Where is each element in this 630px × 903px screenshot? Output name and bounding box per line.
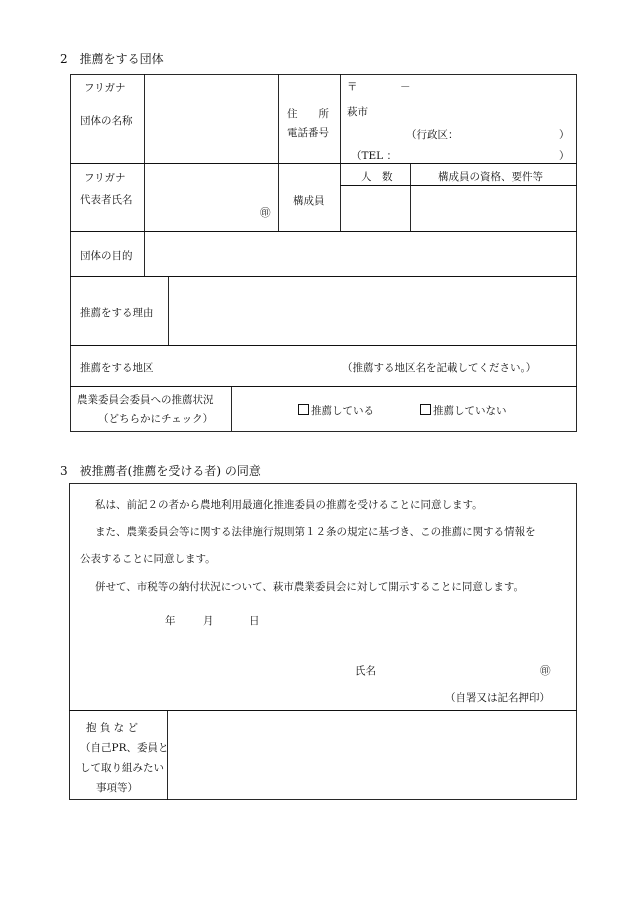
tel-label: （TEL ：: [351, 150, 397, 162]
postal-dash: －: [400, 81, 411, 93]
rep-furigana-label: フリガナ: [84, 172, 126, 184]
members-label: 構成員: [293, 195, 325, 207]
area-note: （推薦する地区名を記載してください。）: [342, 362, 537, 374]
admin-district-label: （行政区：: [406, 129, 459, 141]
org-furigana-label: フリガナ: [84, 82, 126, 94]
checkbox-recommended[interactable]: [298, 404, 309, 415]
admin-district-close: ）: [559, 129, 570, 141]
aspiration-label-line2: （自己PR、委員と: [80, 742, 169, 754]
address-label: 住 所: [287, 108, 329, 120]
member-count-header: 人 数: [361, 171, 393, 183]
rep-name-label: 代表者氏名: [80, 194, 133, 206]
aspiration-label-line1: 抱 負 な ど: [86, 722, 139, 734]
area-label: 推薦をする地区: [80, 362, 154, 374]
phone-label: 電話番号: [287, 127, 329, 139]
checkbox-not-recommended[interactable]: [420, 404, 431, 415]
section3-heading: 3 被推薦者(推薦を受ける者) の同意: [60, 464, 261, 478]
consent-para1: 私は、前記２の者から農地利用最適化推進委員の推薦を受けることに同意します。: [95, 499, 483, 511]
date-month-label: 月: [203, 615, 214, 627]
option-recommended[interactable]: [298, 403, 374, 418]
option-not-recommended-label: 推薦していない: [433, 405, 507, 417]
option-recommended-label: 推薦している: [311, 405, 374, 417]
purpose-label: 団体の目的: [80, 250, 133, 262]
signature-note: （自署又は記名押印）: [445, 692, 550, 704]
aspiration-label-line3: して取り組みたい: [80, 762, 164, 774]
rep-seal-mark: ㊞: [260, 207, 271, 219]
org-name-label: 団体の名称: [80, 115, 133, 127]
signer-name-label: 氏名: [355, 665, 376, 677]
date-year-label: 年: [165, 615, 176, 627]
city-name: 萩市: [347, 106, 368, 118]
consent-para2b: 公表することに同意します。: [80, 553, 216, 565]
aspiration-label-line4: 事項等）: [96, 782, 138, 794]
option-not-recommended[interactable]: [420, 403, 507, 418]
status-label: 農業委員会委員への推薦状況: [77, 394, 214, 406]
signer-seal-mark: ㊞: [540, 665, 551, 677]
section2-heading: 2 推薦をする団体: [60, 52, 164, 66]
consent-para3: 併せて、市税等の納付状況について、萩市農業委員会に対して開示することに同意します。: [95, 581, 525, 593]
member-qualification-header: 構成員の資格、要件等: [438, 171, 543, 183]
consent-para2a: また、農業委員会等に関する法律施行規則第１２条の規定に基づき、この推薦に関する情報を: [95, 526, 536, 538]
postal-mark: 〒: [347, 81, 358, 93]
tel-close: ）: [559, 150, 570, 162]
date-day-label: 日: [249, 615, 260, 627]
reason-label: 推薦をする理由: [80, 307, 154, 319]
status-sublabel: （どちらかにチェック）: [98, 413, 214, 425]
